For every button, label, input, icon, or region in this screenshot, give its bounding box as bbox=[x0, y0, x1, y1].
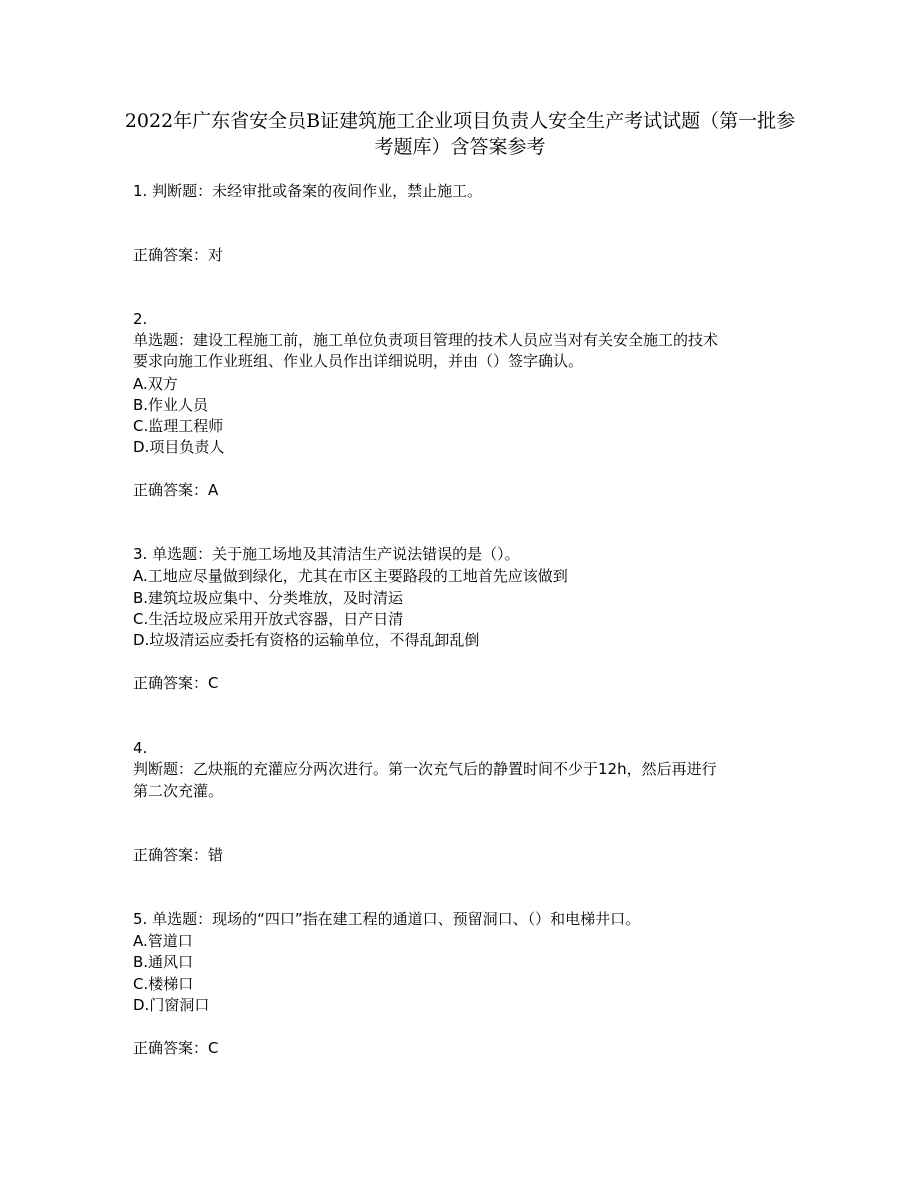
question-3-stem: 3. 单选题：关于施工场地及其清洁生产说法错误的是（）。 bbox=[133, 545, 520, 563]
question-5-answer: 正确答案：C bbox=[133, 1039, 219, 1057]
question-2-option-a: A.双方 bbox=[133, 375, 178, 393]
question-2-option-b: B.作业人员 bbox=[133, 396, 209, 414]
question-3-answer: 正确答案：C bbox=[133, 674, 219, 692]
question-5-stem: 5. 单选题：现场的“四口”指在建工程的通道口、预留洞口、（）和电梯井口。 bbox=[133, 910, 641, 928]
question-5-option-a: A.管道口 bbox=[133, 932, 193, 950]
question-3-option-c: C.生活垃圾应采用开放式容器，日产日清 bbox=[133, 610, 404, 628]
question-2-stem-line1: 单选题：建设工程施工前，施工单位负责项目管理的技术人员应当对有关安全施工的技术 bbox=[133, 331, 719, 349]
question-3-option-b: B.建筑垃圾应集中、分类堆放，及时清运 bbox=[133, 589, 404, 607]
question-4-answer: 正确答案：错 bbox=[133, 846, 224, 864]
document-title: 2022年广东省安全员B证建筑施工企业项目负责人安全生产考试试题（第一批参考题库）含答案参考 bbox=[124, 110, 796, 158]
question-2-option-d: D.项目负责人 bbox=[133, 438, 225, 456]
question-3-option-d: D.垃圾清运应委托有资格的运输单位，不得乱卸乱倒 bbox=[133, 631, 480, 649]
question-5-option-b: B.通风口 bbox=[133, 953, 194, 971]
question-3-option-a: A.工地应尽量做到绿化，尤其在市区主要路段的工地首先应该做到 bbox=[133, 567, 568, 585]
question-2-answer: 正确答案：A bbox=[133, 481, 219, 499]
question-5-option-d: D.门窗洞口 bbox=[133, 996, 210, 1014]
question-2-number: 2. bbox=[133, 310, 148, 328]
question-1-answer: 正确答案：对 bbox=[133, 246, 224, 264]
question-1-stem: 1. 判断题：未经审批或备案的夜间作业，禁止施工。 bbox=[133, 182, 483, 200]
question-2-option-c: C.监理工程师 bbox=[133, 417, 224, 435]
question-5-option-c: C.楼梯口 bbox=[133, 975, 194, 993]
question-4-stem-line1: 判断题：乙炔瓶的充灌应分两次进行。第一次充气后的静置时间不少于12h，然后再进行 bbox=[133, 760, 717, 778]
question-2-stem-line2: 要求向施工作业班组、作业人员作出详细说明，并由（）签字确认。 bbox=[133, 352, 584, 370]
question-4-number: 4. bbox=[133, 739, 148, 757]
question-4-stem-line2: 第二次充灌。 bbox=[133, 782, 224, 800]
